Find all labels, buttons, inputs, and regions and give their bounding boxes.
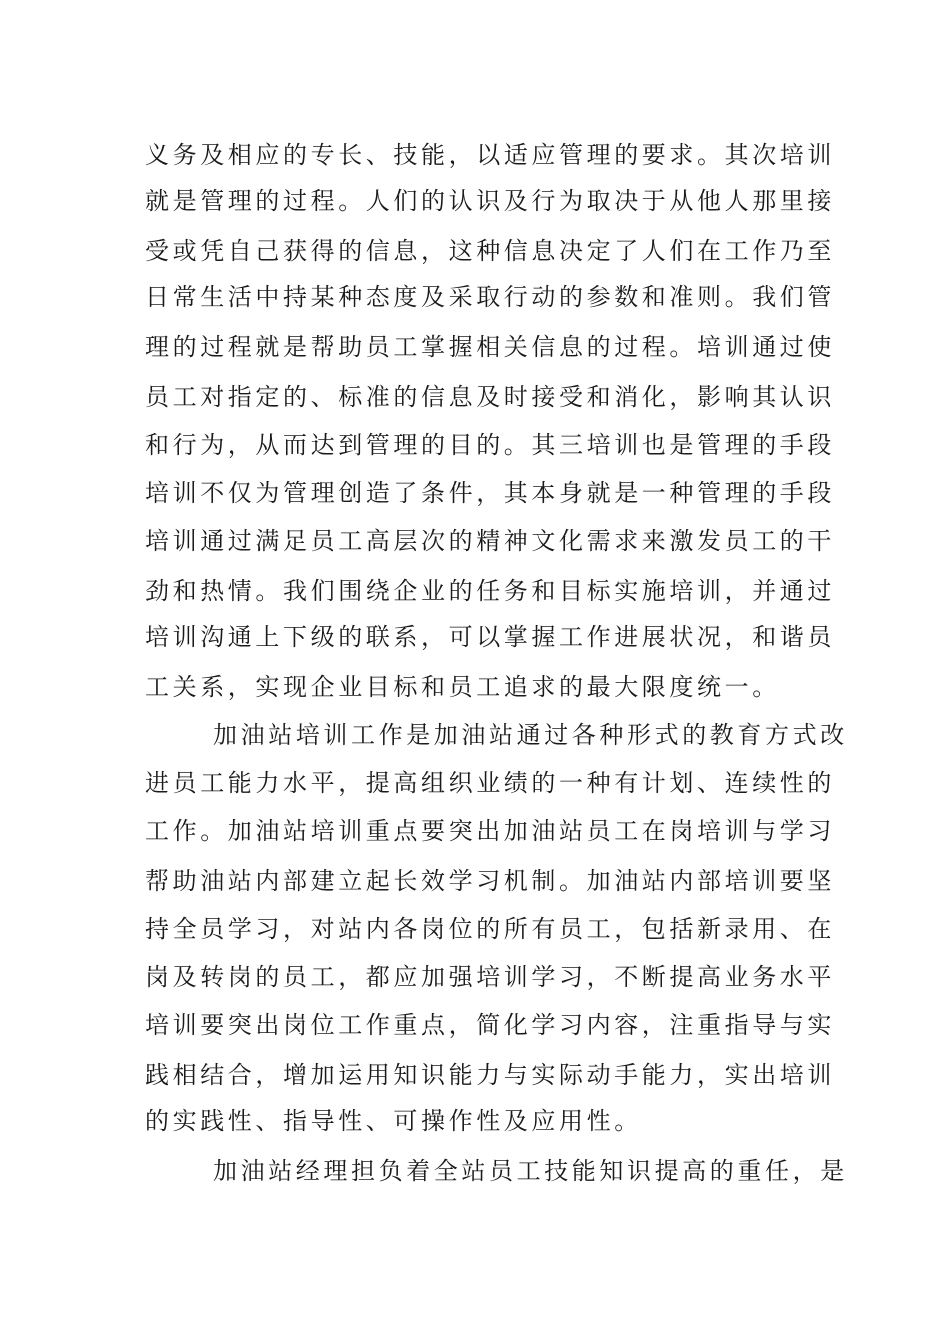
paragraph-first-line: 加油站经理担负着全站员工技能知识提高的重任，是: [213, 1157, 848, 1185]
text-line: 培训通过满足员工高层次的精神文化需求来激发员工的干: [145, 527, 835, 555]
paragraph-first-line: 加油站培训工作是加油站通过各种形式的教育方式改: [213, 721, 848, 749]
text-line: 培训不仅为管理创造了条件，其本身就是一种管理的手段: [145, 479, 835, 507]
text-line: 工作。加油站培训重点要突出加油站员工在岗培训与学习: [145, 817, 835, 845]
text-line: 进员工能力水平，提高组织业绩的一种有计划、连续性的: [145, 769, 835, 797]
text-line: 的实践性、指导性、可操作性及应用性。: [145, 1107, 642, 1135]
text-line: 培训要突出岗位工作重点，简化学习内容，注重指导与实: [145, 1011, 835, 1039]
text-line: 义务及相应的专长、技能，以适应管理的要求。其次培训: [145, 141, 835, 169]
text-line: 培训沟通上下级的联系，可以掌握工作进展状况，和谐员: [145, 623, 835, 651]
text-line: 劲和热情。我们围绕企业的任务和目标实施培训，并通过: [145, 577, 835, 605]
text-line: 日常生活中持某种态度及采取行动的参数和准则。我们管: [145, 283, 835, 311]
text-line: 受或凭自己获得的信息，这种信息决定了人们在工作乃至: [145, 237, 835, 265]
text-line: 理的过程就是帮助员工掌握相关信息的过程。培训通过使: [145, 333, 835, 361]
text-line: 持全员学习，对站内各岗位的所有员工，包括新录用、在: [145, 915, 835, 943]
text-line: 就是管理的过程。人们的认识及行为取决于从他人那里接: [145, 187, 835, 215]
text-line: 工关系，实现企业目标和员工追求的最大限度统一。: [145, 673, 780, 701]
text-line: 岗及转岗的员工，都应加强培训学习，不断提高业务水平: [145, 963, 835, 991]
text-line: 帮助油站内部建立起长效学习机制。加油站内部培训要坚: [145, 867, 835, 895]
text-line: 员工对指定的、标准的信息及时接受和消化，影响其认识: [145, 383, 835, 411]
text-line: 践相结合，增加运用知识能力与实际动手能力，实出培训: [145, 1061, 835, 1089]
text-line: 和行为，从而达到管理的目的。其三培训也是管理的手段: [145, 431, 835, 459]
